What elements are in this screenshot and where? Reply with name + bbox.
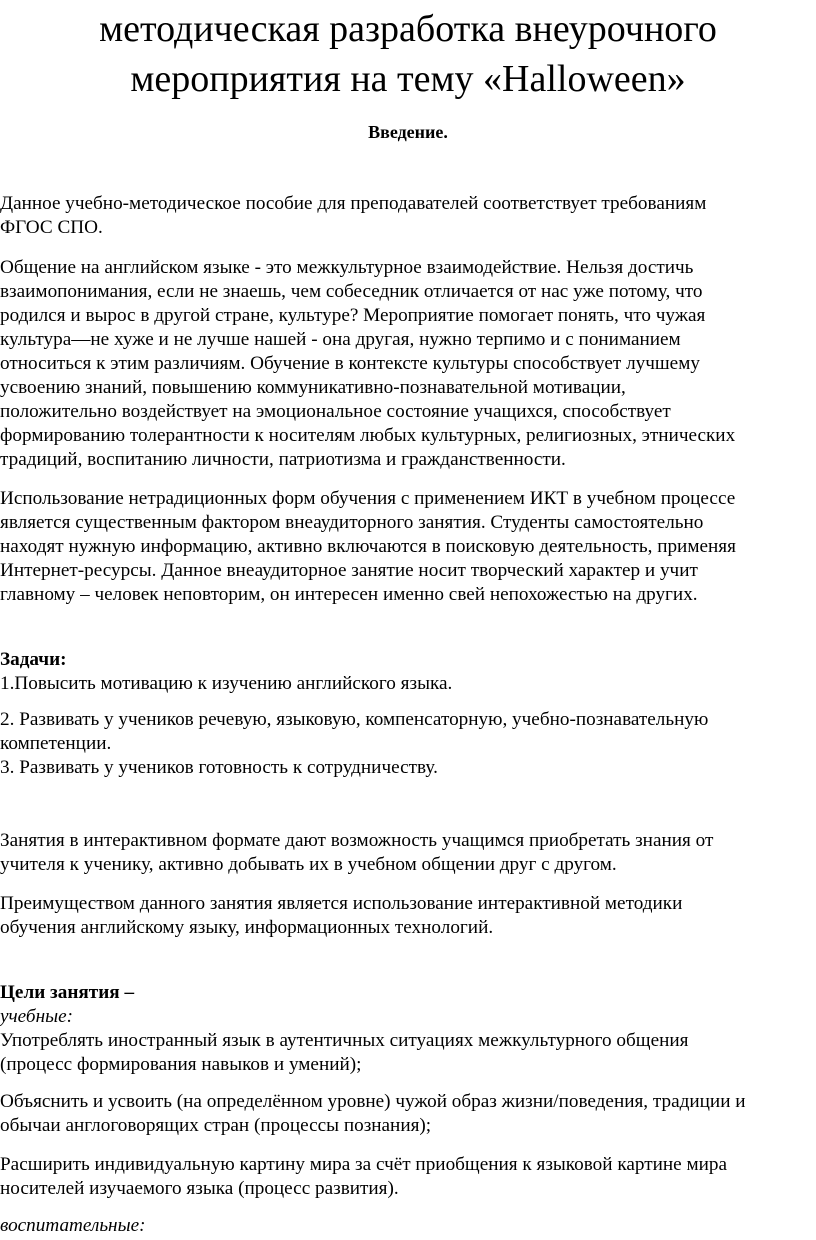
paragraph-line: Использование нетрадиционных форм обучения с применением ИКТ в учебном процессе	[0, 488, 736, 509]
tasks-list-continued	[0, 708, 816, 780]
goal-item-continued: (процесс формирования навыков и умений);	[0, 1054, 362, 1075]
paragraph-intercultural	[0, 256, 816, 472]
goal-item: Объяснить и усвоить (на определённом уровне) чужой образ жизни/поведения, традиции и	[0, 1091, 746, 1112]
goals-heading: Цели занятия –	[0, 982, 135, 1003]
document-title	[0, 4, 816, 104]
task-item: 1.Повысить мотивацию к изучению английского языка.	[0, 673, 453, 694]
paragraph-line: учителя к ученику, активно добывать их в учебном общении друг с другом.	[0, 854, 617, 875]
paragraph-line: родился и вырос в другой стране, культуре? Мероприятие помогает понять, что чужая	[0, 305, 706, 326]
goals-upbringing-label: воспитательные:	[0, 1215, 146, 1236]
goal-item-continued: обычаи англоговорящих стран (процессы познания);	[0, 1115, 432, 1136]
task-item-continued: компетенции.	[0, 733, 112, 754]
goals-educational-label: учебные:	[0, 1006, 74, 1027]
title-line: методическая разработка внеурочного	[99, 8, 717, 50]
paragraph-line: взаимопонимания, если не знаешь, чем собеседник отличается от нас уже потому, что	[0, 281, 703, 302]
paragraph-line: является существенным фактором внеаудиторного занятия. Студенты самостоятельно	[0, 512, 704, 533]
paragraph-line: формированию толерантности к носителям любых культурных, религиозных, этнических	[0, 425, 736, 446]
goal-item: Употреблять иностранный язык в аутентичных ситуациях межкультурного общения	[0, 1030, 689, 1051]
paragraph-line: усвоению знаний, повышению коммуникативно-познавательной мотивации,	[0, 377, 626, 398]
paragraph-line: Общение на английском языке - это межкультурное взаимодействие. Нельзя достичь	[0, 257, 694, 278]
paragraph-line: Занятия в интерактивном формате дают возможность учащимся приобретать знания от	[0, 830, 714, 851]
goal-item-2	[0, 1090, 816, 1138]
paragraph-line: ФГОС СПО.	[0, 217, 103, 238]
paragraph-line: относиться к этим различиям. Обучение в контексте культуры способствует лучшему	[0, 353, 700, 374]
paragraph-line: главному – человек неповторим, он интересен именно свей непохожестью на других.	[0, 584, 698, 605]
tasks-heading: Задачи:	[0, 649, 67, 670]
intro-heading: Введение.	[368, 122, 448, 142]
goals-section	[0, 981, 816, 1077]
paragraph-advantage	[0, 892, 816, 940]
goal-item: Расширить индивидуальную картину мира за счёт приобщения к языковой картине мира	[0, 1154, 727, 1175]
paragraph-line: положительно воздействует на эмоциональное состояние учащихся, способствует	[0, 401, 671, 422]
task-item: 3. Развивать у учеников готовность к сотрудничеству.	[0, 757, 438, 778]
paragraph-line: Интернет-ресурсы. Данное внеаудиторное занятие носит творческий характер и учит	[0, 560, 698, 581]
paragraph-fgos	[0, 192, 816, 240]
paragraph-ict	[0, 487, 816, 607]
paragraph-line: находят нужную информацию, активно включаются в поисковую деятельность, применяя	[0, 536, 736, 557]
tasks-section	[0, 648, 816, 696]
goal-item-continued: носителей изучаемого языка (процесс развития).	[0, 1178, 399, 1199]
goal-item-3	[0, 1153, 816, 1201]
paragraph-line: Данное учебно-методическое пособие для преподавателей соответствует требованиям	[0, 193, 707, 214]
paragraph-line: обучения английскому языку, информационных технологий.	[0, 917, 494, 938]
task-item: 2. Развивать у учеников речевую, языковую, компенсаторную, учебно-познавательную	[0, 709, 709, 730]
paragraph-line: Преимуществом данного занятия является использование интерактивной методики	[0, 893, 683, 914]
title-line: мероприятия на тему «Halloween»	[130, 58, 686, 100]
paragraph-interactive-format	[0, 829, 816, 877]
paragraph-line: культура—не хуже и не лучше нашей - она другая, нужно терпимо и с пониманием	[0, 329, 681, 350]
paragraph-line: традиций, воспитанию личности, патриотизма и гражданственности.	[0, 449, 566, 470]
